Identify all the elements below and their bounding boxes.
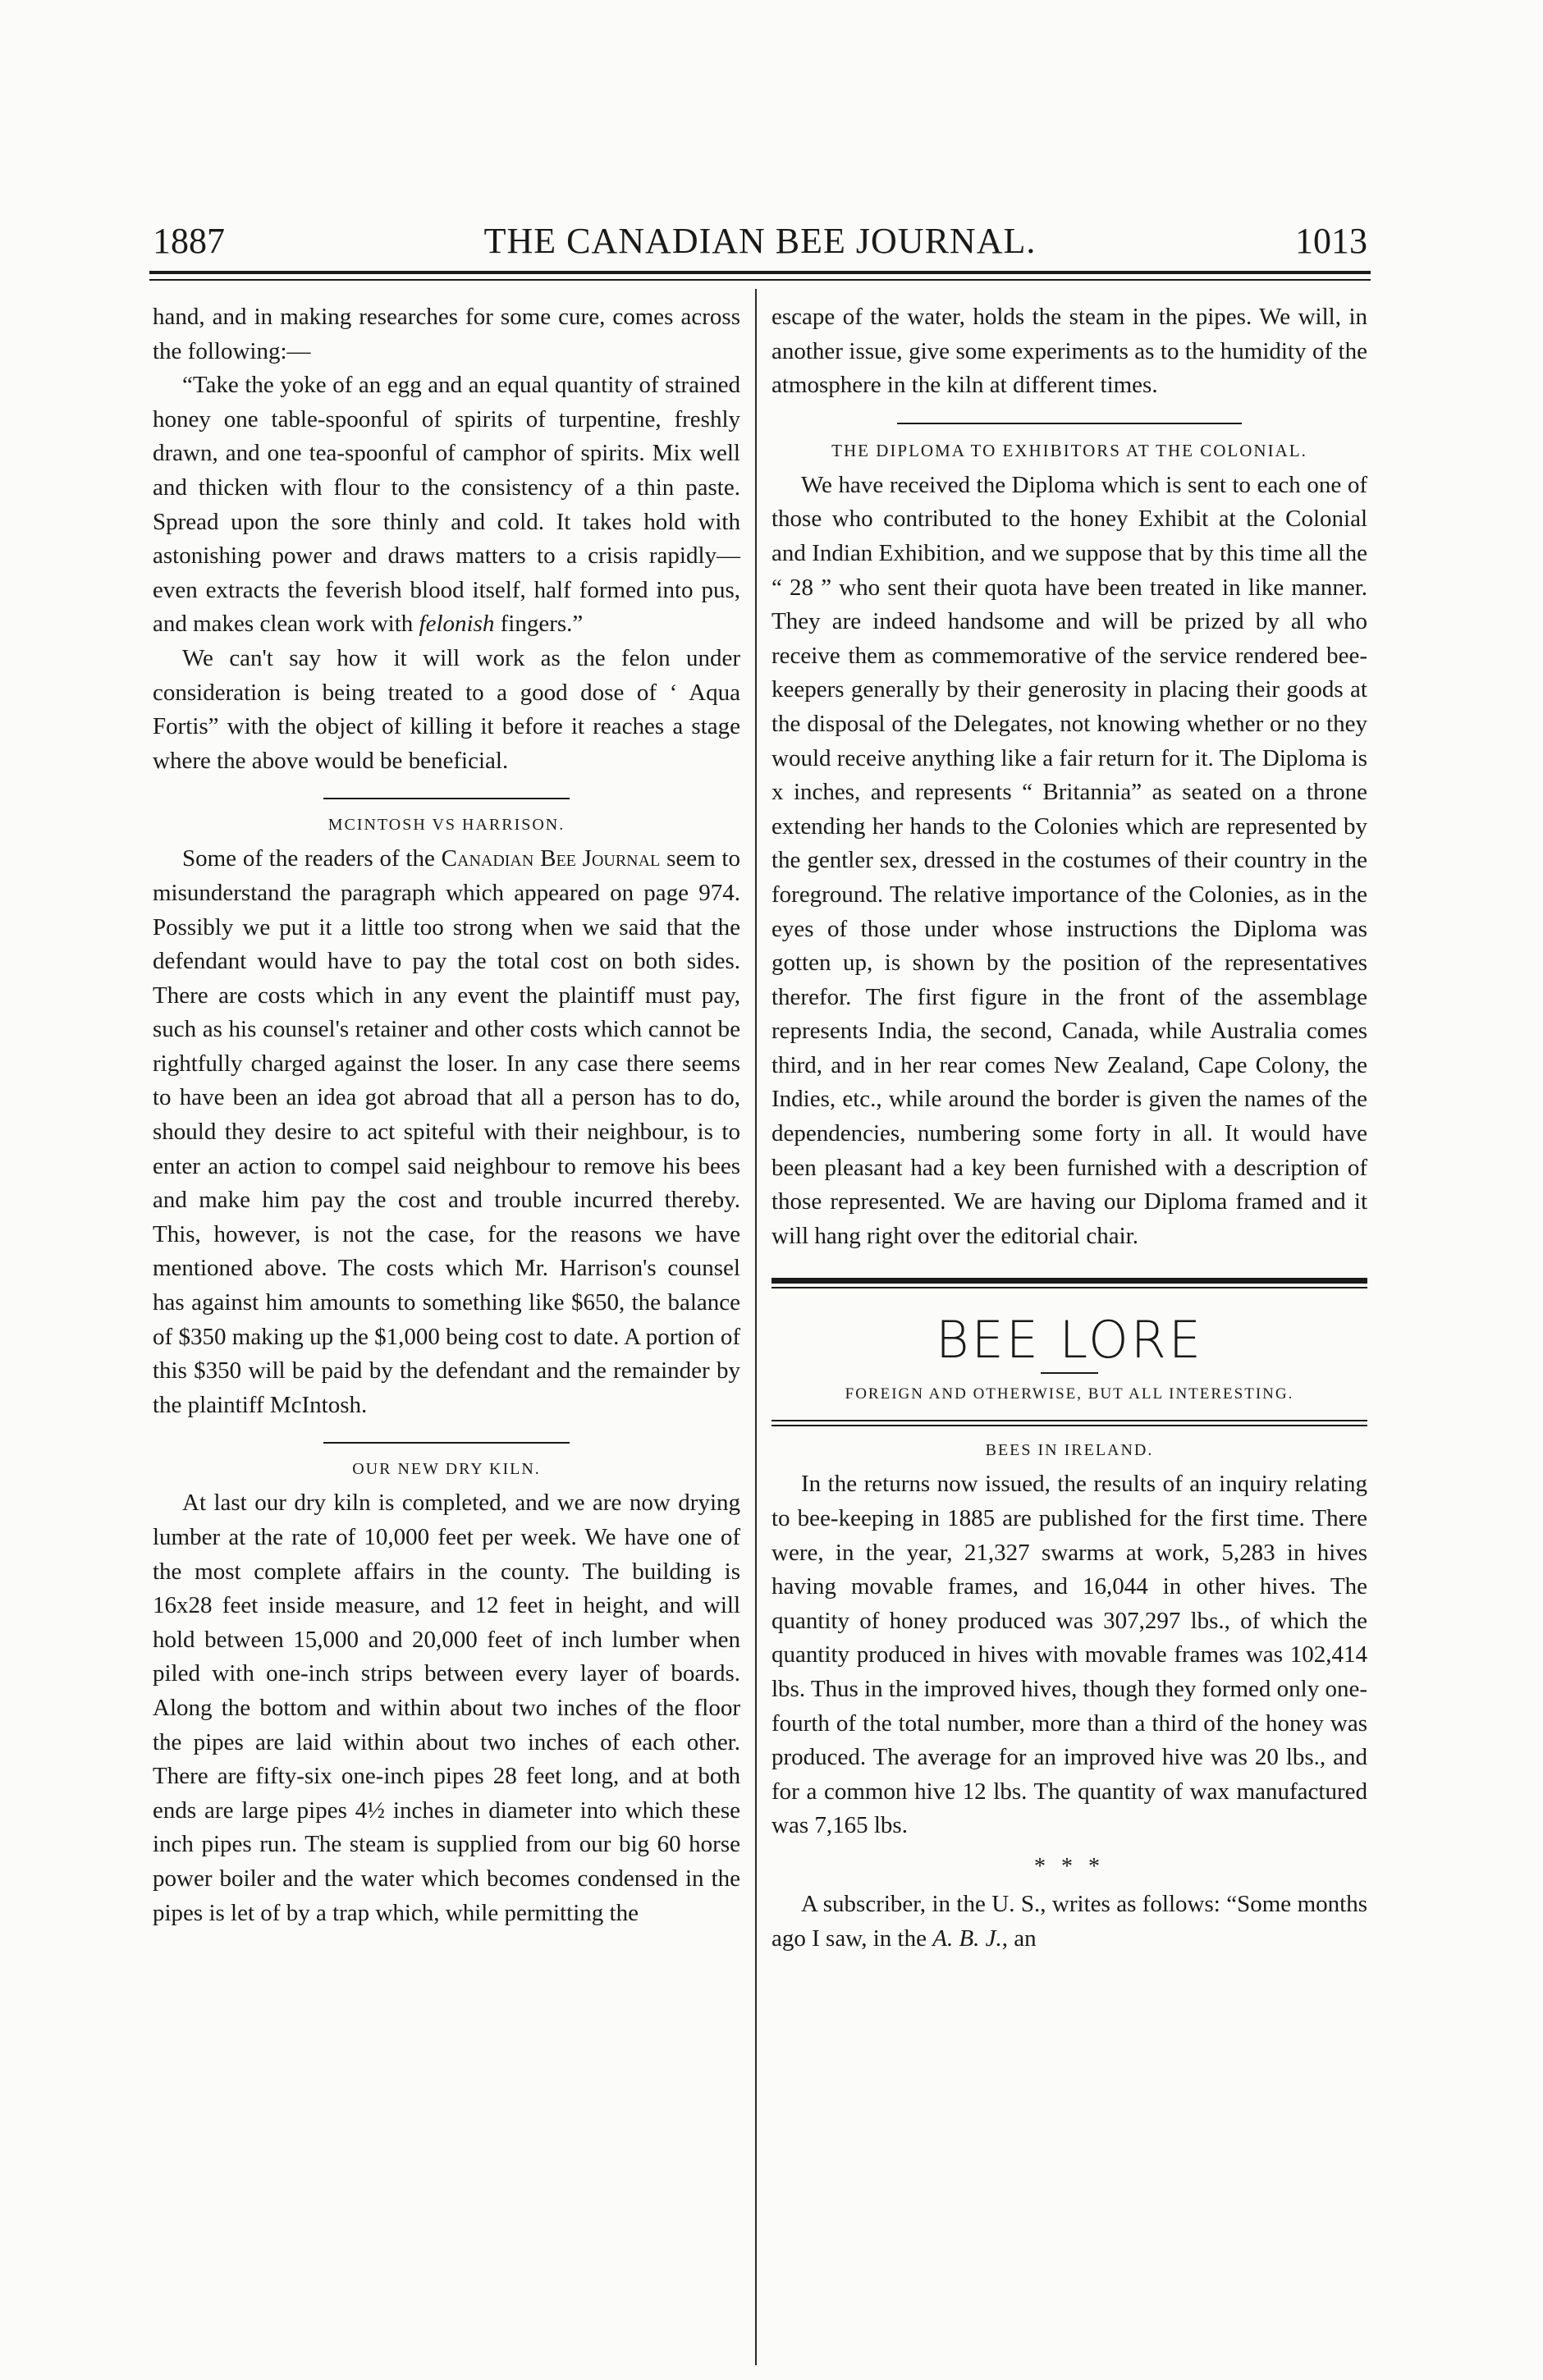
section-rule <box>897 423 1242 424</box>
section-rule <box>323 1442 570 1444</box>
section-title-diploma: THE DIPLOMA TO EXHIBITORS AT THE COLONIAL. <box>831 440 1307 460</box>
asterism-separator: * * * <box>1034 1853 1105 1879</box>
remedy-quote <box>153 368 740 642</box>
mcintosh-lead: Some of the readers of the <box>182 845 442 872</box>
mcintosh-article <box>153 842 740 1422</box>
header-rule-thin <box>149 279 1371 281</box>
journal-name-reference: Canadian Bee Journal <box>441 845 661 872</box>
mcintosh-body: seem to misunderstand the paragraph which appeared on page 974. Possibly we put it a little too strong when we said that the defendant would have to pay the total cost on both sides. There are costs which in any event the plaintiff must pay, such as his counsel's retainer and other costs which cannot be rightfully charged against the loser. In any case there seems to have been an idea got abroad that all a person has to do, should they desire to act spiteful with their neighbour, is to enter an action to compel said neighbour to remove his bees and make him pay the cost and trouble incurred thereby. This, however, is not the case, for the reasons we have mentioned above. The costs which Mr. Harrison's counsel has against him amounts to something like $650, the balance of $350 making up the $1,000 being cost to date. A portion of this $350 will be paid by the defendant and the remainder by the plaintiff McIntosh. <box>153 845 740 1418</box>
editor-comment: We can't say how it will work as the felon under consideration is being treated to a good dose of ‘ Aqua Fortis” with the object of killing it before it reaches a stage where the above would be beneficial. <box>153 644 740 774</box>
bees-ireland-article: In the returns now issued, the results of an inquiry relating to bee-keeping in 1885 are published for the first time. There were, in the year, 21,327 swarms at work, 5,283 in hives having movable frames, and 16,044 in other hives. The quantity of honey produced was 307,297 lbs., of which the quantity produced in hives with movable frames was 102,414 lbs. Thus in the improved hives, though they formed only one-fourth of the total number, more than a third of the honey was produced. The average for an improved hive was 20 lbs., and for a common hive 12 lbs. The quantity of wax manufactured was 7,165 lbs. <box>772 1471 1367 1839</box>
subscriber-lead: A subscriber, in the U. S., writes as follows: “Some months ago I saw, in the <box>772 1890 1367 1952</box>
section-title-dry-kiln: OUR NEW DRY KILN. <box>352 1460 541 1479</box>
subscriber-end: , an <box>1001 1925 1037 1952</box>
quote-text: “Take the yoke of an egg and an equal quantity of strained honey one table-spoonful of spirits of turpentine, freshly drawn, and one tea-spoonful of camphor of spirits. Mix well and thicken with flour to the consistency of a thin paste. Spread upon the sore thinly and cold. It takes hold with astonishing power and draws matters to a crisis rapidly—even extracts the feverish blood itself, half formed into pus, and makes clean work with <box>153 372 740 638</box>
feature-title: BEE LORE <box>935 1310 1204 1371</box>
journal-title: THE CANADIAN BEE JOURNAL. <box>483 221 1037 261</box>
feature-subtitle: FOREIGN AND OTHERWISE, BUT ALL INTERESTING. <box>845 1385 1294 1403</box>
section-rule <box>323 798 570 799</box>
feature-rule-heavy <box>772 1278 1367 1284</box>
subscriber-reference: A. B. J. <box>932 1925 1002 1952</box>
column-divider <box>755 289 757 2365</box>
diploma-article: We have received the Diploma which is sent to each one of those who contributed to the honey Exhibit at the Colonial and Indian Exhibition, and we suppose that by this time all the “ 28 ” who sent their quota have been treated in like manner. They are indeed handsome and will be prized by all who receive them as commemorative of the service rendered bee-keepers generally by their generosity in placing their goods at the disposal of the Delegates, not knowing whether or no they would receive anything like a fair return for it. The Diploma is x inches, and represents “ Britannia” as seated on a throne extending her hands to the Colonies which are represented by the gentler sex, dressed in the costumes of their country in the foreground. The relative importance of the Colonies, as in the eyes of those under whose instructions the Diploma was gotten up, is shown by the position of the representatives therefor. The first figure in the front of the assemblage represents India, the second, Canada, while Australia comes third, and in her rear comes New Zealand, Cape Colony, the Indies, etc., while around the border is given the names of the dependencies, numbering some forty in all. It would have been pleasant had a key been furnished with a description of those represented. We are having our Diploma framed and it will hang right over the editorial chair. <box>772 471 1367 1249</box>
section-title-bees-ireland: BEES IN IRELAND. <box>985 1441 1154 1460</box>
header-rule-thick <box>149 271 1371 274</box>
intro-paragraph: hand, and in making researches for some cure, comes across the following:— <box>153 304 740 364</box>
header-year: 1887 <box>153 221 225 261</box>
section-title-mcintosh: MCINTOSH VS HARRISON. <box>327 816 565 835</box>
page-number: 1013 <box>1295 221 1367 261</box>
quote-emphasis: felonish <box>419 611 495 638</box>
feature-rule-thin <box>772 1287 1367 1288</box>
subtitle-rule-top <box>772 1420 1367 1421</box>
feature-title-rule <box>1041 1372 1098 1374</box>
left-column <box>153 300 740 1930</box>
quote-end: fingers.” <box>494 611 584 638</box>
subscriber-article <box>772 1888 1367 1956</box>
right-column <box>772 300 1367 1956</box>
subtitle-rule-bottom <box>772 1425 1367 1426</box>
dry-kiln-article: At last our dry kiln is completed, and we are now drying lumber at the rate of 10,000 feet per week. We have one of the most complete affairs in the county. The building is 16x28 feet inside measure, and 12 feet in height, and will hold between 15,000 and 20,000 feet of inch lumber when piled with one-inch strips between every layer of boards. Along the bottom and within about two inches of the floor the pipes are laid within about two inches of each other. There are fifty-six one-inch pipes 28 feet long, and at both ends are large pipes 4½ inches in diameter into which these inch pipes run. The steam is supplied from our big 60 horse power boiler and the water which becomes condensed in the pipes is let of by a trap which, while permitting the <box>153 1490 740 1926</box>
dry-kiln-continuation: escape of the water, holds the steam in the pipes. We will, in another issue, give some experiments as to the humidity of the atmosphere in the kiln at different times. <box>772 304 1367 399</box>
page-header <box>153 215 1367 268</box>
